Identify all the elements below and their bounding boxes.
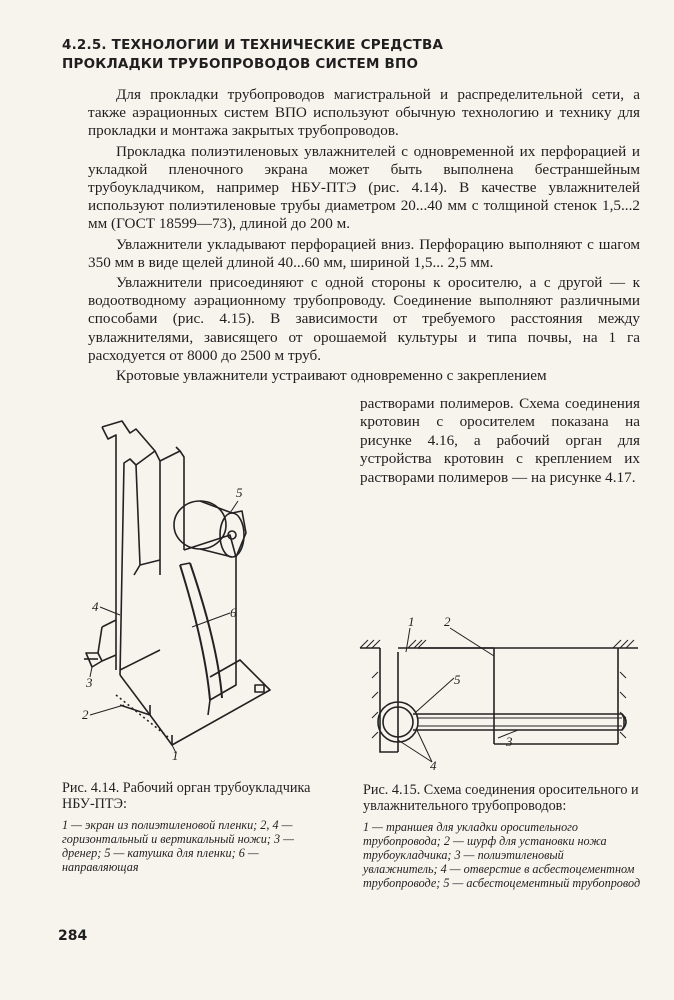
figure-4-14-caption [62,780,320,874]
fig-4-14-label-2: 2 [82,707,89,722]
paragraph-4: Увлажнители присоединяют с одной стороны к оросителю, а с другой — к водоотводному аэрационному трубопроводу. Соединение выполняют различными способами (рис. 4.15). В зависимости от требуемого расстояния между увлажнителями, зависящего от орошаемой культуры и типа почвы, на 1 га расходуется от 8000 до 2500 м труб. [88,274,640,364]
figure-4-15-drawing [358,612,643,772]
body-text [88,86,640,387]
paragraph-2: Прокладка полиэтиленовых увлажнителей с одновременной их перфорацией и укладкой пленочного экрана может быть выполнена бестраншейным трубоукладчиком, например НБУ-ПТЭ (рис. 4.14). В качестве увлажнителей используют полиэтиленовые трубы диаметром 20...40 мм с толщиной стенок 1,5...2 мм (ГОСТ 18599—73), длиной до 200 м. [88,142,640,233]
figure-4-14-drawing [80,415,340,760]
figure-4-14-caption-title: Рис. 4.14. Рабочий орган трубоукладчика НБУ-ПТЭ: [62,780,311,812]
fig-4-14-label-3: 3 [86,675,93,690]
fig-4-15-label-3: 3 [506,734,513,749]
paragraph-1: Для прокладки трубопроводов магистральной и распределительной сети, а также аэрационных систем ВПО используют обычную технологию и технику для прокладки и монтажа закрытых трубопроводов. [88,86,640,140]
figure-4-15-caption-legend: 1 — траншея для укладки оросительного трубопровода; 2 — шурф для установки ножа трубоукладчика; 3 — полиэтиленовый увлажнитель; 4 — отверстие в асбестоцементном трубопроводе; 5 — асбестоцементный трубопровод [363,820,641,890]
fig-4-15-label-1: 1 [408,614,415,629]
fig-4-14-label-5: 5 [236,485,243,500]
page-number: 284 [58,928,88,944]
section-heading: 4.2.5. ТЕХНОЛОГИИ И ТЕХНИЧЕСКИЕ СРЕДСТВА ПРОКЛАДКИ ТРУБОПРОВОДОВ СИСТЕМ ВПО [62,37,444,72]
fig-4-14-label-6: 6 [230,605,237,620]
paragraph-3: Увлажнители укладывают перфорацией вниз. Перфорацию выполняют с шагом 350 мм в виде щелей длиной 40...60 мм, шириной 1,5... 2,5 мм. [88,235,640,271]
fig-4-15-label-5: 5 [454,672,461,687]
fig-4-15-label-2: 2 [444,614,451,629]
fig-4-14-label-1: 1 [172,748,179,760]
figure-4-15-caption-title: Рис. 4.15. Схема соединения оросительного и увлажнительного трубопроводов: [363,782,639,814]
fig-4-15-label-4: 4 [430,758,437,772]
figure-4-14-caption-legend: 1 — экран из полиэтиленовой пленки; 2, 4 — горизонтальный и вертикальный ножи; 3 — дренер; 5 — катушка для пленки; 6 — направляющая [62,818,294,874]
figure-4-15-caption [363,782,641,890]
paragraph-5: Кротовые увлажнители устраивают одновременно с закреплением [116,367,547,385]
fig-4-14-label-4: 4 [92,599,99,614]
wrap-paragraph: растворами полимеров. Схема соединения кротовин с оросителем показана на рисунке 4.16, а рабочий орган для устройства кротовин с креплением их растворами полимеров — на рисунке 4.17. [360,395,640,486]
